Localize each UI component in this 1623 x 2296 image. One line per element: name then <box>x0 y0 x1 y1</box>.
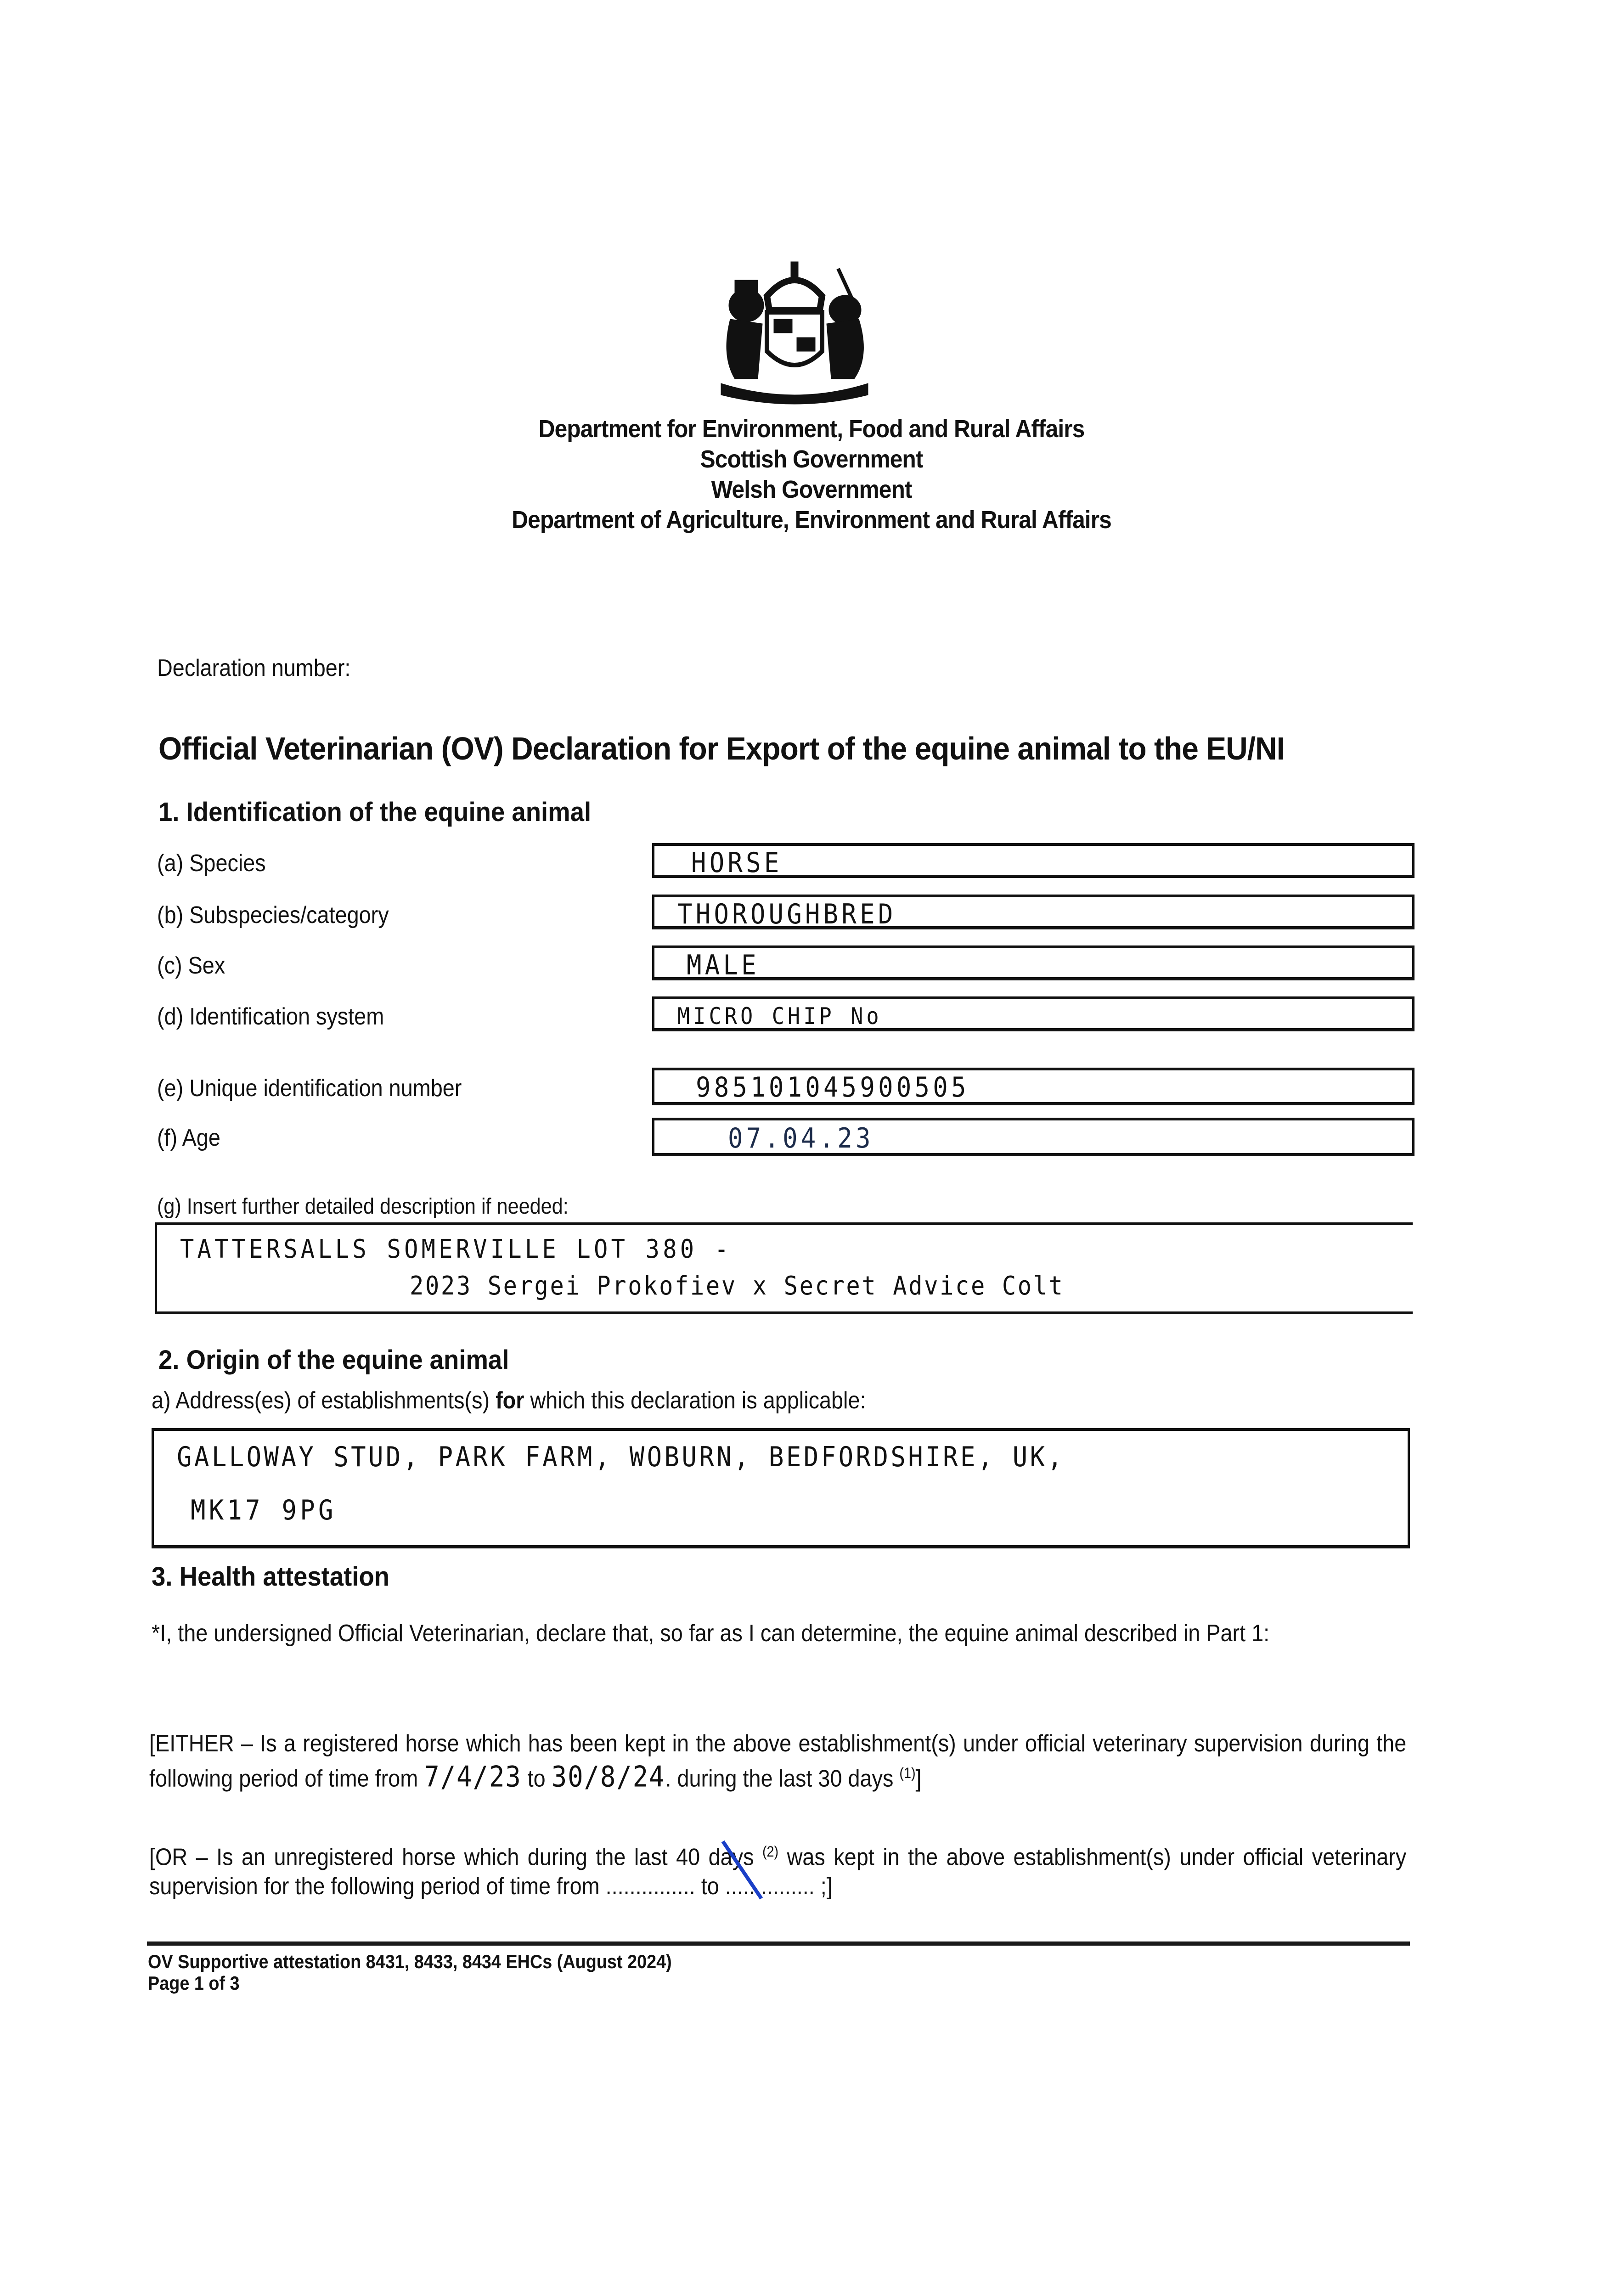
address-field[interactable] <box>152 1428 1410 1548</box>
either-to-date: 30/8/24 <box>551 1760 665 1794</box>
identification-system-label: (d) Identification system <box>157 1003 384 1030</box>
sex-field[interactable] <box>652 945 1414 980</box>
subspecies-label: (b) Subspecies/category <box>157 902 389 929</box>
department-name-welsh-gov: Welsh Government <box>711 476 912 503</box>
description-line-2: 2023 Sergei Prokofiev x Secret Advice Colt <box>410 1271 1065 1301</box>
either-clause: [EITHER – Is a registered horse which has been kept in the above establishment(s) under official veterinary supervision during the following period of time from 7/4/23 to 30/8/24. during the last 30 days $^{(1)}$] <box>149 1730 1407 1794</box>
species-field[interactable] <box>652 843 1414 878</box>
sex-label: (c) Sex <box>157 952 225 979</box>
sex-value: MALE <box>687 949 760 981</box>
description-line-1: TATTERSALLS SOMERVILLE LOT 380 - <box>180 1234 732 1264</box>
page-number: Page 1 of 3 <box>148 1972 240 1994</box>
section-3-heading: 3. Health attestation <box>152 1562 390 1592</box>
age-value: 07.04.23 <box>728 1122 874 1154</box>
section-1-heading: 1. Identification of the equine animal <box>158 797 592 827</box>
section-2-heading: 2. Origin of the equine animal <box>158 1345 509 1375</box>
unique-id-label: (e) Unique identification number <box>157 1075 462 1102</box>
description-field[interactable] <box>155 1222 1413 1314</box>
subspecies-value: THOROUGHBRED <box>677 898 896 930</box>
description-label: (g) Insert further detailed description if needed: <box>157 1194 569 1219</box>
address-line-1: GALLOWAY STUD, PARK FARM, WOBURN, BEDFORDSHIRE, UK, <box>177 1441 1065 1473</box>
footer-divider <box>147 1941 1410 1946</box>
either-from-date: 7/4/23 <box>424 1760 522 1794</box>
unique-id-value: 985101045900505 <box>696 1071 969 1103</box>
health-attestation-intro: *I, the undersigned Official Veterinarian, declare that, so far as I can determine, the equine animal described in Part 1: <box>152 1620 1270 1647</box>
species-value: HORSE <box>691 847 783 879</box>
document-title: Official Veterinarian (OV) Declaration for Export of the equine animal to the EU/NI <box>158 731 1285 766</box>
footer-reference: OV Supportive attestation 8431, 8433, 8434 EHCs (August 2024) <box>148 1951 672 1972</box>
subspecies-field[interactable] <box>652 895 1414 929</box>
age-field[interactable] <box>652 1118 1414 1156</box>
species-label: (a) Species <box>157 850 266 877</box>
royal-coat-of-arms-icon <box>703 255 886 406</box>
declaration-number-label: Declaration number: <box>157 655 351 681</box>
identification-system-field[interactable] <box>652 996 1414 1031</box>
department-name-scottish-gov: Scottish Government <box>700 445 923 473</box>
department-name-defra: Department for Environment, Food and Rural Affairs <box>538 415 1085 443</box>
age-label: (f) Age <box>157 1125 220 1151</box>
address-label: a) Address(es) of establishments(s) for which this declaration is applicable: <box>152 1387 866 1414</box>
identification-system-value: MICRO CHIP No <box>677 1003 882 1030</box>
address-line-2: MK17 9PG <box>191 1494 337 1526</box>
unique-id-field[interactable] <box>652 1068 1414 1105</box>
department-name-daera: Department of Agriculture, Environment and Rural Affairs <box>512 506 1111 534</box>
or-clause-struck-out: [OR – Is an unregistered horse which during the last 40 days $^{(2)}$ was kept in the above establishment(s) under official veterinary supervision for the following period of time from ............... to ............... ;] <box>149 1843 1407 1900</box>
